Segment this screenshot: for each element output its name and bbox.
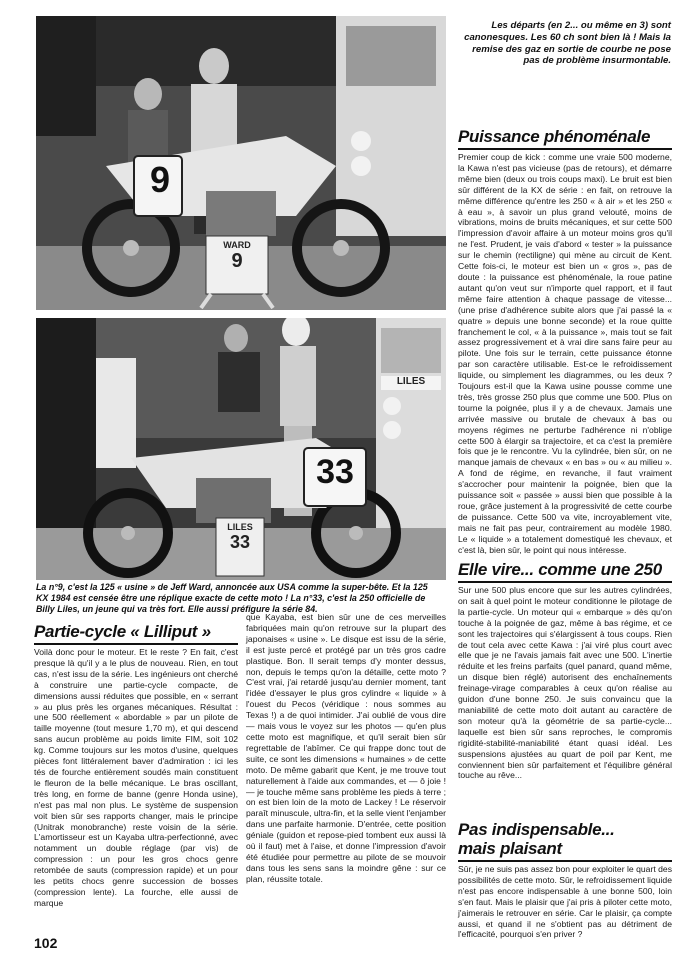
number-plate-33: 33 bbox=[316, 453, 354, 491]
photo-motorcycle-9 bbox=[36, 16, 446, 310]
headline-puissance: Puissance phénoménale bbox=[458, 127, 651, 146]
number-plate-9: 9 bbox=[149, 159, 171, 200]
page-number: 102 bbox=[34, 935, 58, 951]
stand-label-liles: LILES bbox=[227, 522, 253, 532]
body-puissance: Premier coup de kick : comme une vraie 500 moderne, la Kawa n'est pas vicieuse (pas de retours), et démarre même bien (deux ou trois coups maxi). Le bruit est bien sûr différent de la KX de série : en fait, on retrouve la même différence qu'entre les 250 « à air » et les 250 « à eau », à savoir un plus grand velouté, moins de vibrations, moins de bruits mécaniques, et sur cette 500 l'impression d'avoir affaire à un moteur moins gros qu'il ne l'est. Prudent, je vais d'abord « tester » la puissance sur le chemin (rectiligne) qui mène au circuit de Kent. Cette fois-ci, le moteur est bien un « gros », pas de doute : la puissance est phénoménale, la roue patine autant qu'on veut sur n'importe quel rapport, et il faut même faire attention à chaque passage de vitesse... (une prise d'adhérence subite alors que j'ai passé la « quatre » depuis une bonne seconde) et la roue quitte franchement le col, « à la puissance », mais tout se fait assez progressivement et à vrai dire sans faire peur au pilote. Une fois sur le terrain, cette puissance étonne par son caractère utilisable. Est-ce le refroidissement liquide, ou simplement les diagrammes, ou les deux ? Toujours est-il que la Kawa usine pousse comme une très, très grosse 250 plus que comme une 500. Plus on tourne la poignée, plus il y a de chevaux. Jamais une arrivée massive ou brutale de chevaux à bas ou moyens régimes ne perturbe l'adhérence ni n'oblige cette 500 à élargir sa trajectoire, et ca c'est la première fois que je le rencontre. Vu la cylindrée, bien sûr, on ne manque jamais de chevaux « en bas » ou « au milieu ». A fond de régime, en revanche, il faut vraiment s'accrocher pour maintenir la poignée, bien que la puissance soit « passée » aussi bien que possible à la roue, grâce justement à la progressivité de cette courbe de puissance. Cette 500 va vite, incroyablement vite, mais ne fait pas peur, contrairement au modèle 1980. Le « liquide » a totalement domestiqué les chevaux, et c'est là, bien sûr, le point qui nous intéresse. bbox=[458, 152, 672, 555]
stand-label-33: 33 bbox=[229, 532, 251, 552]
headline-pas-indispensable-rule bbox=[458, 860, 672, 862]
caption-start-photo: Les départs (en 2... ou même en 3) sont canonesques. Les 60 ch sont bien là ! Mais la remise des gaz en sortie de courbe ne pose pas de problème insurmontable. bbox=[464, 20, 671, 67]
headline-pas-indispensable: Pas indispensable... bbox=[458, 820, 615, 839]
headline-partie-cycle: Partie-cycle « Lilliput » bbox=[34, 622, 211, 641]
caption-motorcycles: La n°9, c'est la 125 « usine » de Jeff Ward, annoncée aux USA comme la super-bête. Et la 125 KX 1984 est censée être une réplique exacte de cette moto ! La n°33, c'est la 250 officielle de Billy Liles, un jeune qui va très fort. Elle aussi préfigure la série 84. bbox=[36, 582, 428, 614]
body-elle-vire: Sur une 500 plus encore que sur les autres cylindrées, on sait à quel point le moteur conditionne le pilotage de la partie-cycle. Un moteur qui « embarque » dès qu'on touche à la poignée de gaz, même à bas régime, et ce sont les trajectoires qui s'élargissent à tous coups. Rien de tout cela avec cette Kawa : j'ai viré plus court avec elle que je ne l'avais jamais fait avec une 500. L'inertie réduite et les freins parfaits (quel panard, quand même, un disque bien réglé) autorisent des enchaînements freinage-virage comparables à ceux qu'on réalise au guidon d'une bonne 250. Je suis convaincu que la maniabilité de cette moto doit autant au caractère de son moteur qu'à la géométrie de sa partie-cycle... laquelle est bien sûr sans reproches, le compromis rigidité-stabilité-maniabilité étant quasi idéal. Les suspensions ajustées au quart de poil par Kent, me conviennent bien sûr parfaitement et l'équilibre général touche au rêve... bbox=[458, 585, 672, 781]
stand-label-9: 9 bbox=[231, 250, 243, 272]
trailer-sign-liles: LILES bbox=[396, 376, 426, 387]
photo-motorcycle-33 bbox=[36, 318, 446, 580]
headline-elle-vire: Elle vire... comme une 250 bbox=[458, 560, 662, 579]
headline-partie-cycle-rule bbox=[34, 643, 238, 645]
body-partie-cycle-right: que Kayaba, est bien sûr une de ces merveilles fabriquées main qu'on retrouve sur la plupart des japonaises « usine ». Le disque est issu de la série, il est juste percé et protégé par un très gros cadre plastique. Bon. Il serait temps d'y monter dessus, non, depuis le temps qu'on la détaille, cette moto ? C'est vrai, j'ai retardé jusqu'au dernier moment, tant l'idée d'essayer le plus gros cylindre « liquide » à l'ouest du Pecos (véridique : nous sommes au Texas !) a de quoi intimider. J'ai oublié de vous dire — mais vous le voyez sur les photos — qu'en plus cette moto est magnifique, et qu'il serait bien sûr regrettable de l'abîmer. Ce qui frappe donc tout de suite, ce sont les dimensions « humaines » de cette moto. De même gabarit que Kent, je me trouve tout naturellement à l'aide aux commandes, et — ô joie ! — je touche même sans problème les pieds à terre ; on est bien loin de la moto de Lackey ! Le réservoir paraît minuscule, ultra-fin, et la selle vient l'enjamber dans une parfaite harmonie. D'entrée, cette position géniale (guidon et repose-pied tombent eux aussi là où il faut) met à l'aise, et donne l'impression d'avoir été étudiée pour permettre au pilote de se mouvoir dans tous les sens sans la moindre gêne : sur ce plan, réussite totale. bbox=[246, 612, 446, 884]
headline-mais-plaisant: mais plaisant bbox=[458, 839, 562, 858]
body-partie-cycle-left: Voilà donc pour le moteur. Et le reste ? En fait, c'est presque là qu'il y a le plus de nouveau. Rien, en tout cas, n'est issu de la série. Les ingénieurs ont cherché à construire une partie-cycle compacte, de dimensions aussi réduites que possible, en « serrant » au plus près les organes mécaniques. Résultat : une 500 réellement « abordable » par un pilote de taille moyenne (tout mesure 1,70 m), et qui descend sans aucun problème au poids limite FIM, soit 102 kg. Comme toujours sur les motos d'usine, quelques pièces font littéralement baver d'admiration : ici les tés de fourche entièrement soudés main constituent le fleuron de la belle mécanique. Le bras oscillant, très long, en forme de banne (genre Honda usine), n'est pas mal non plus. Le système de suspension voit bien sûr ses rapports changer, mais le principe (Unitrak monobranche) reste voisin de la série. L'amortisseur est un Kayaba ultra-perfectionné, avec notamment un double réglage (par vis) de compression : un pour les gros chocs genre retombée de sauts (compression rapide) et un pour les petits chocs genre succession de bosses (compression lente). La fourche, elle aussi de marque bbox=[34, 647, 238, 908]
body-pas-indispensable: Sûr, je ne suis pas assez bon pour exploiter le quart des possibilités de cette moto. Sûr, le refroidissement liquide n'est pas encore indispensable à une bonne 500, loin s'en faut. Mais le plaisir que j'ai pris à piloter cette moto, j'aimerais le retrouver en série. Car le plaisir, ça compte aussi, et quand il ne s'obtient pas au détriment de l'efficacité, pourquoi s'en priver ? bbox=[458, 864, 672, 940]
headline-elle-vire-rule bbox=[458, 581, 672, 583]
stand-label-ward: WARD bbox=[223, 240, 251, 250]
headline-puissance-rule bbox=[458, 148, 672, 150]
